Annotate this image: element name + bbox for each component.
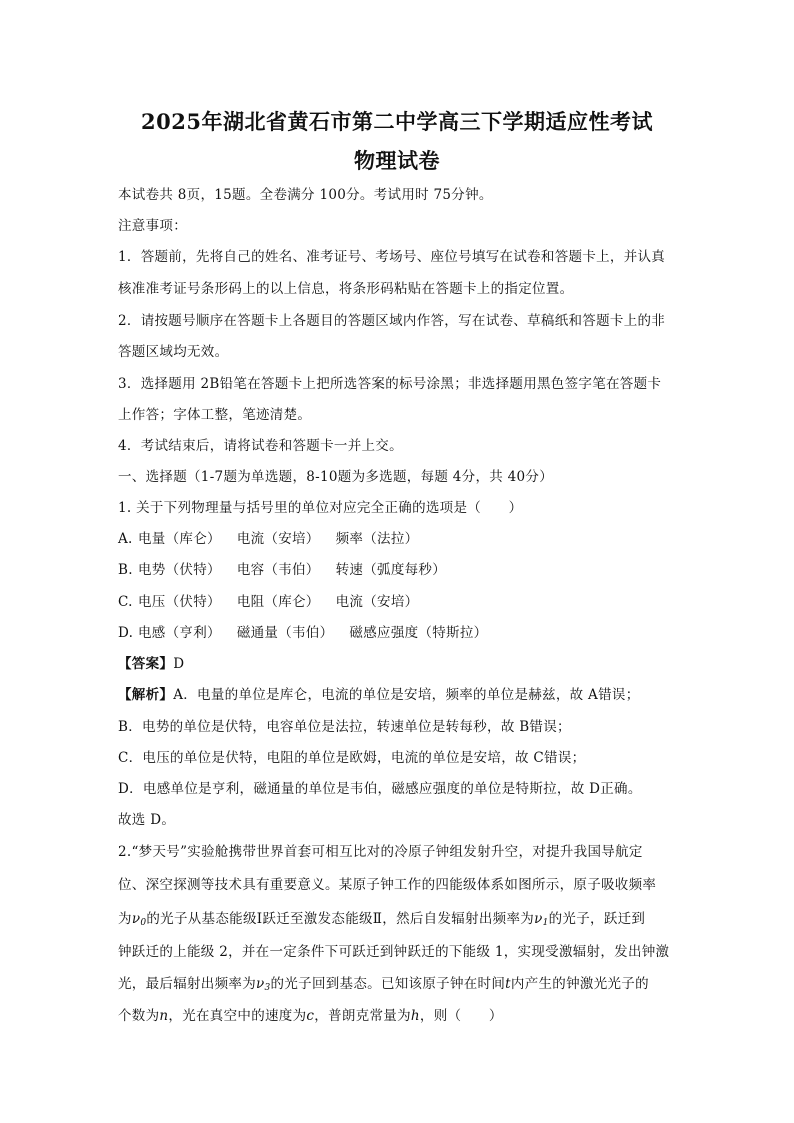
planck-symbol: h [410,1008,420,1024]
question-1-analysis-c: C．电压的单位是伏特，电阻的单位是欧姆，电流的单位是安培，故 C错误； [118,750,586,766]
subscript: 1 [542,918,549,928]
time-symbol: t [505,976,511,992]
option-part: 电容（韦伯） [236,562,320,578]
note-4-line-1: 4．考试结束后，请将试卷和答题卡一并上交。 [118,438,403,454]
question-1-option-c [118,593,678,611]
question-1-answer [118,655,678,673]
intro-text: 本试卷共 8页，15题。全卷满分 100分。考试用时 75分钟。 [118,187,493,203]
answer-label: 【答案】 [118,656,174,672]
text-segment: 为 [118,911,132,927]
nu-glyph: ν [534,911,543,927]
question-1-conclusion: 故选 D。 [118,812,176,828]
nu1-symbol [534,911,549,927]
text-segment: 光，最后辐射出频率为 [118,976,256,992]
text-segment: 的光子从基态能级Ⅰ跃迁至激发态能级Ⅱ，然后自发辐射出频率为 [146,911,535,927]
note-3-line-1: 3．选择题用 2B铅笔在答题卡上把所选答案的标号涂黑；非选择题用黑色签字笔在答题卡 [118,376,662,392]
option-part: 电势（伏特） [138,562,221,578]
text-segment: ，光在真空中的速度为 [168,1008,307,1024]
subscript: 3 [264,983,271,993]
nu-glyph: ν [256,976,265,992]
option-part: 电阻（库仑） [236,594,320,610]
option-label: C. [118,594,133,610]
nu0-symbol [132,911,147,927]
answer-value: D [173,656,185,672]
question-2-line-1: 2.“梦天号”实验舱携带世界首套可相互比对的冷原子钟组发射升空，对提升我国导航定 [118,844,643,860]
note-2-line-2: 答题区域均无效。 [118,344,229,360]
option-part: 电流（安培） [236,531,320,547]
question-1-analysis-b: B．电势的单位是伏特，电容单位是法拉，转速单位是转每秒，故 B错误； [118,719,571,735]
question-1-option-b [118,561,678,579]
text-segment: 的光子回到基态。已知该原子钟在时间 [270,976,506,992]
note-1-line-1: 1．答题前，先将自己的姓名、准考证号、考场号、座位号填写在试卷和答题卡上，并认真 [118,249,666,265]
question-1-option-a [118,530,678,548]
question-2-line-2: 位、深空探测等技术具有重要意义。某原子钟工作的四能级体系如图所示，原子吸收频率 [118,877,657,893]
option-part: 磁感应强度（特斯拉） [349,625,488,641]
count-symbol: n [159,1008,169,1024]
option-part: 转速（弧度每秒） [335,562,447,578]
option-part: 频率（法拉） [335,531,419,547]
question-1-stem: 1. 关于下列物理量与括号里的单位对应完全正确的选项是（ ） [118,500,523,516]
notes-heading: 注意事项： [118,218,187,234]
question-2-line-6 [118,1007,678,1025]
analysis-label: 【解析】 [118,687,174,703]
note-1-line-2: 核准准考证号条形码上的以上信息，将条形码粘贴在答题卡上的指定位置。 [118,281,574,297]
question-2-line-4: 钟跃迁的上能级 2，并在一定条件下可跃迁到钟跃迁的下能级 1，实现受激辐射，发出钟激 [118,944,670,960]
option-part: 电压（伏特） [138,594,221,610]
text-segment: 的光子，跃迁到 [548,911,646,927]
text-segment: ，则（ ） [419,1008,503,1024]
question-2-line-5 [118,975,678,997]
question-1-analysis-d: D．电感单位是亨利，磁通量的单位是韦伯，磁感应强度的单位是特斯拉，故 D正确。 [118,781,642,797]
question-1-analysis-a [118,686,678,704]
option-part: 磁通量（韦伯） [236,625,334,641]
option-part: 电感（亨利） [138,625,221,641]
option-part: 电量（库仑） [138,531,221,547]
question-1-option-d [118,624,678,642]
text-segment: 个数为 [118,1008,160,1024]
text-segment: ，普朗克常量为 [314,1008,411,1024]
option-label: B. [118,562,133,578]
option-label: A. [118,531,133,547]
question-2-line-3 [118,910,678,932]
nu3-symbol [256,976,271,992]
option-part: 电流（安培） [335,594,419,610]
section-heading: 一、选择题（1-7题为单选题，8-10题为多选题，每题 4分，共 40分） [118,469,554,485]
note-3-line-2: 上作答；字体工整，笔迹清楚。 [118,407,312,423]
text-segment: 内产生的钟激光光子的 [510,976,649,992]
analysis-text: A．电量的单位是库仑，电流的单位是安培，频率的单位是赫兹，故 A错误； [173,687,640,703]
note-2-line-1: 2．请按题号顺序在答题卡上各题目的答题区域内作答，写在试卷、草稿纸和答题卡上的非 [118,313,666,329]
option-label: D. [118,625,134,641]
subscript: 0 [140,918,147,928]
exam-title: 2025年湖北省黄石市第二中学高三下学期适应性考试 [141,109,653,134]
nu-glyph: ν [131,911,141,927]
exam-subtitle: 物理试卷 [354,148,440,173]
light-speed-symbol: c [306,1008,315,1024]
